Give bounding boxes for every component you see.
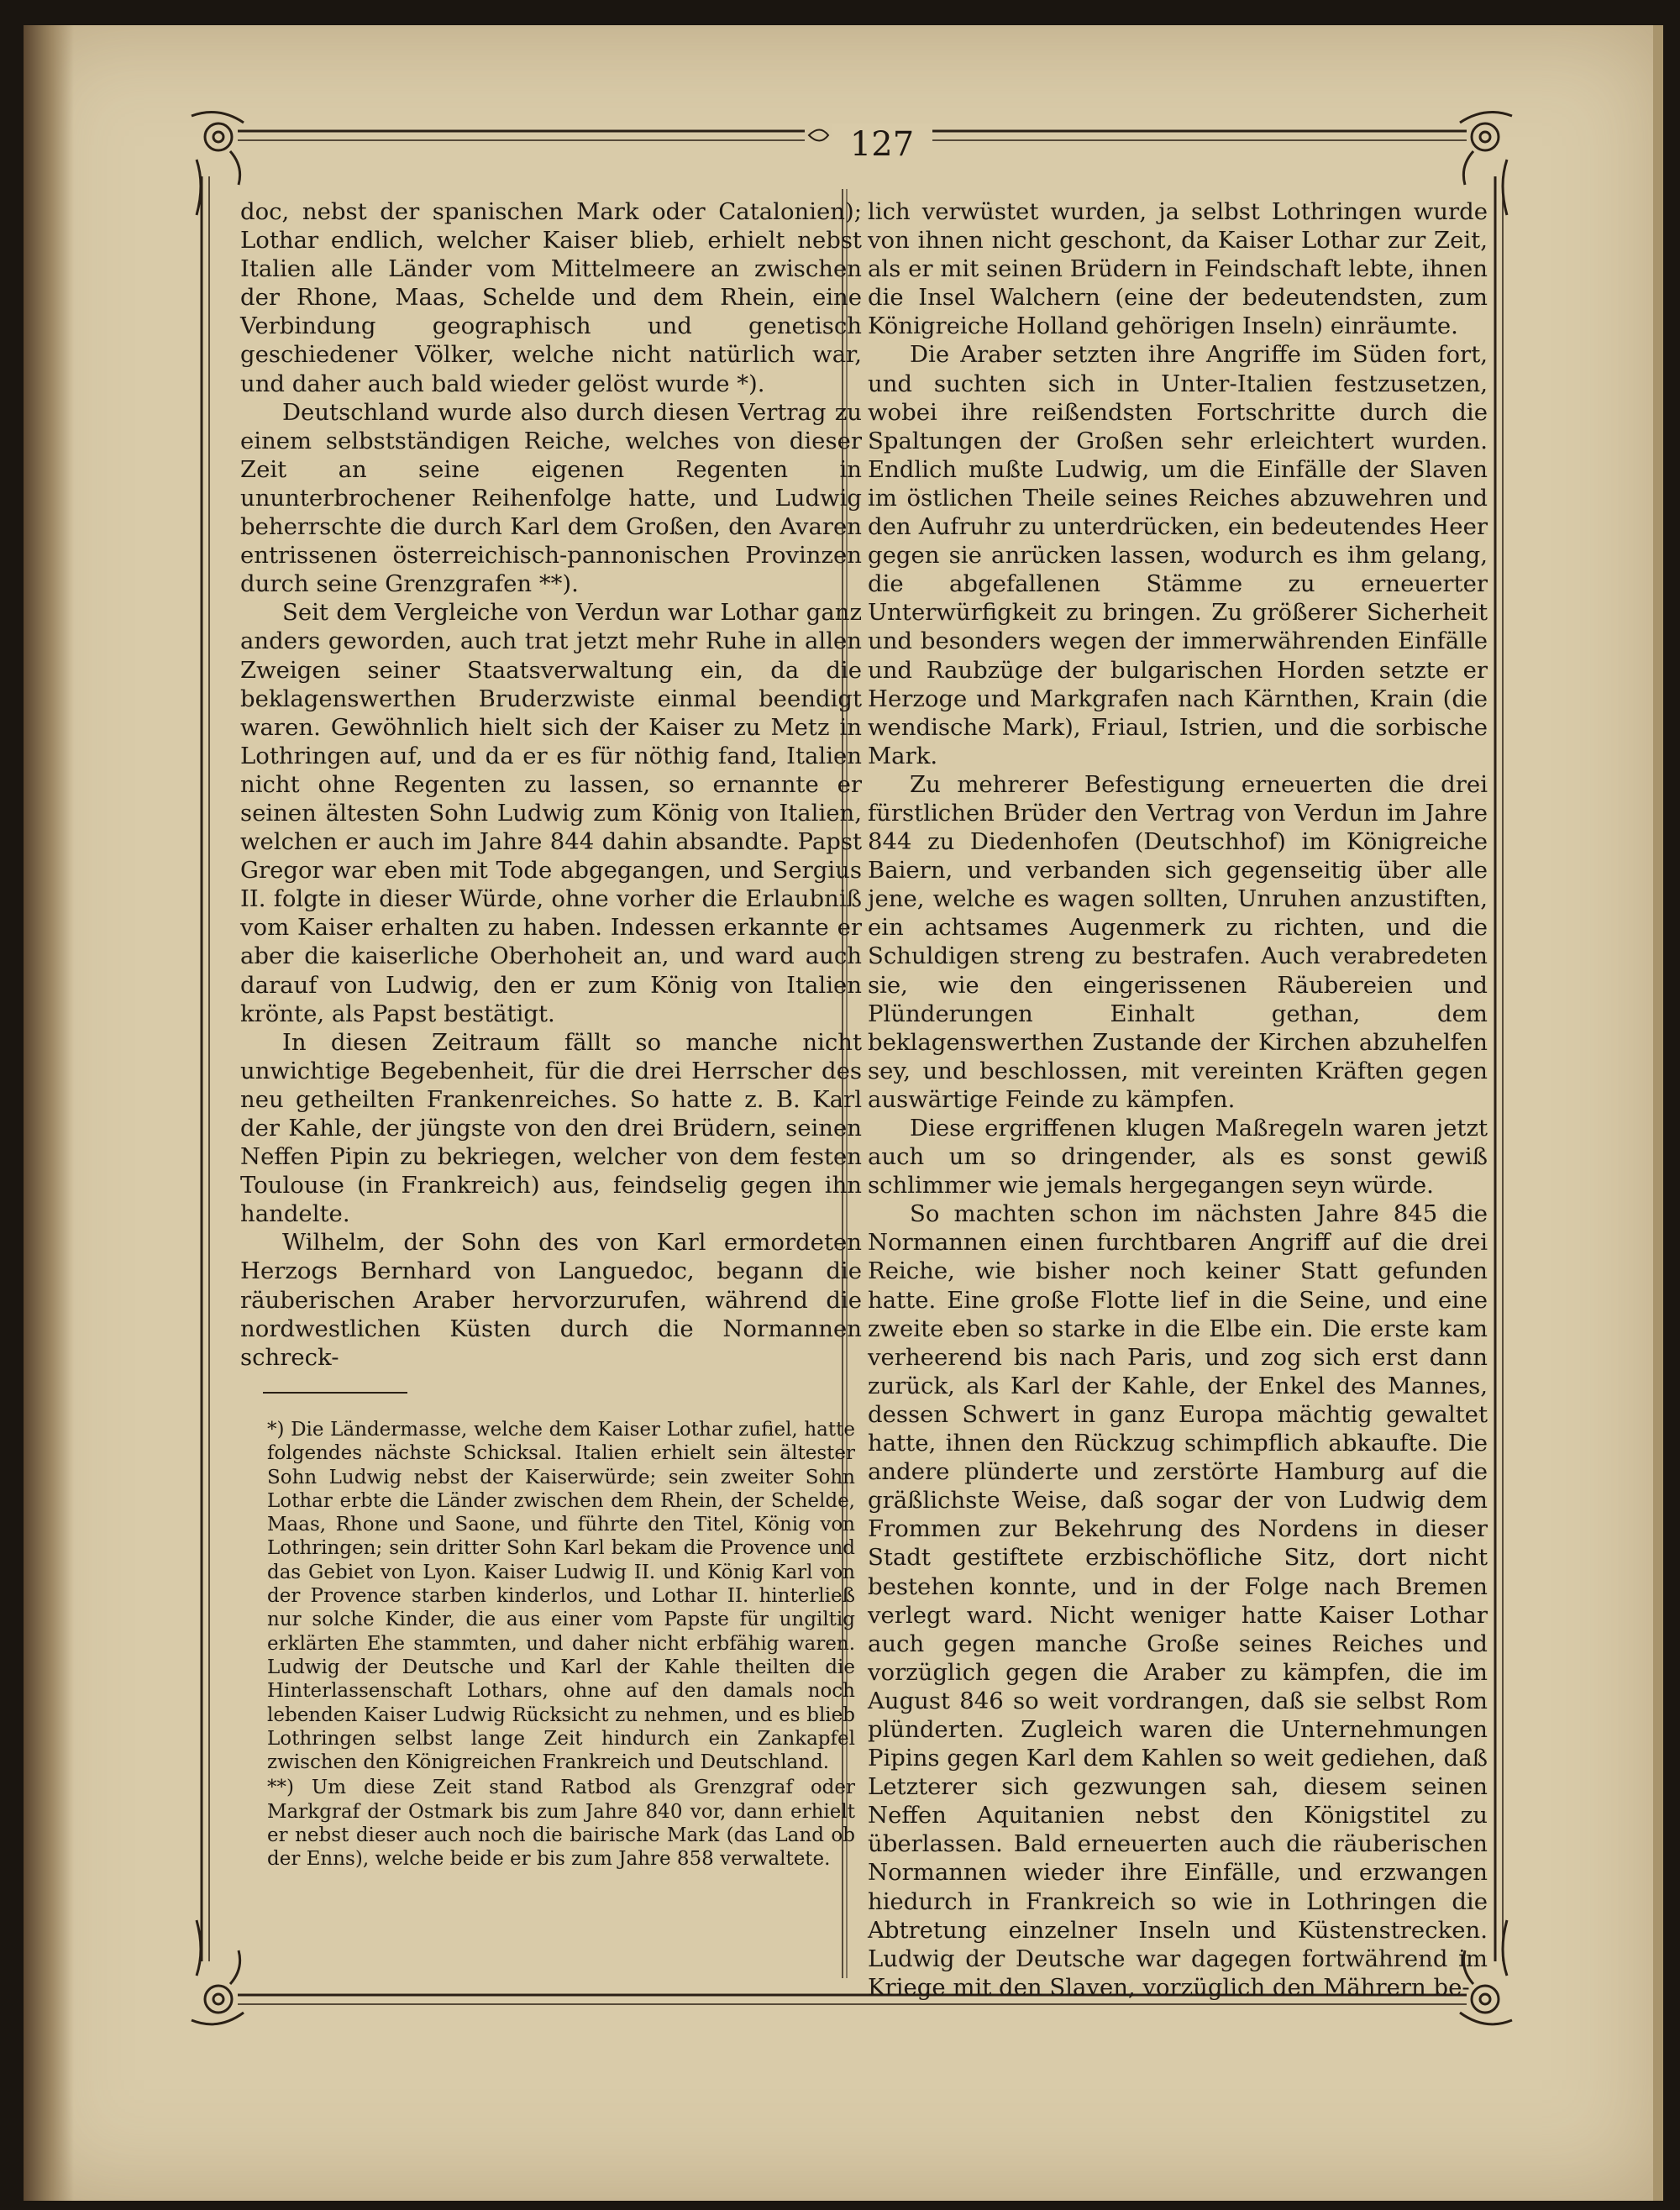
paragraph: Diese ergriffenen klugen Maßregeln waren jetzt auch um so dringender, als es sonst gewiß schlimmer wie jemals hergegangen seyn würde. xyxy=(868,1115,1488,1199)
footnote: *) Die Ländermasse, welche dem Kaiser Lothar zufiel, hatte folgendes nächste Schicksal. Italien erhielt sein ältester Sohn Ludwig nebst der Kaiserwürde; sein zweiter Sohn Lothar erbte die Länder zwischen dem Rhein, der Schelde, Maas, Rhone und Saone, und führte den Titel, König von Lothringen; sein dritter Sohn Karl bekam die Provence und das Gebiet von Lyon. Kaiser Ludwig II. und König Karl von der Provence starben kinderlos, und Lothar II. hinterließ nur solche Kinder, die aus einer vom Papste für ungiltig erklärten Ehe stammten, und daher nicht erbfähig waren. Ludwig der Deutsche und Karl der Kahle theilten die Hinterlassenschaft Lothars, ohne auf den damals noch lebenden Kaiser Ludwig Rücksicht zu nehmen, und es blieb Lothringen selbst lange Zeit hindurch ein Zankapfel zwischen den Königreichen Frankreich und Deutschland. xyxy=(267,1419,855,1774)
paragraph: In diesen Zeitraum fällt so manche nicht unwichtige Begebenheit, für die drei Herrscher des neu getheilten Frankenreiches. So hatte z. B. Karl der Kahle, der jüngste von den drei Brüdern, seinen Neffen Pipin zu bekriegen, welcher von dem festen Toulouse (in Frankreich) aus, feindselig gegen ihn handelte. xyxy=(240,1028,862,1228)
footnote-separator xyxy=(263,1392,407,1394)
footnotes xyxy=(267,1418,855,1873)
page-number: 127 xyxy=(832,124,932,165)
paragraph: doc, nebst der spanischen Mark oder Catalonien); Lothar endlich, welcher Kaiser blieb, erhielt nebst Italien alle Länder vom Mittelmeere an zwischen der Rhone, Maas, Schelde und dem Rhein, eine Verbindung geographisch und genetisch geschiedener Völker, welche nicht natürlich war, und daher auch bald wieder gelöst wurde *). xyxy=(240,198,862,397)
paragraph: Seit dem Vergleiche von Verdun war Lothar ganz anders geworden, auch trat jetzt mehr Ruhe in allen Zweigen seiner Staatsverwaltung ein, da die beklagenswerthen Bruderzwiste einmal beendigt waren. Gewöhnlich hielt sich der Kaiser zu Metz in Lothringen auf, und da er es für nöthig fand, Italien nicht ohne Regenten zu lassen, so ernannte er seinen ältesten Sohn Ludwig zum König von Italien, welchen er auch im Jahre 844 dahin absandte. Papst Gregor war eben mit Tode abgegangen, und Sergius II. folgte in dieser Würde, ohne vorher die Erlaubniß vom Kaiser erhalten zu haben. Indessen erkannte er aber die kaiserliche Oberhoheit an, und ward auch darauf von Ludwig, den er zum König von Italien krönte, als Papst bestätigt. xyxy=(240,599,862,1027)
book-page xyxy=(24,25,1663,2201)
paragraph: Zu mehrerer Befestigung erneuerten die drei fürstlichen Brüder den Vertrag von Verdun im Jahre 844 zu Diedenhofen (Deutschhof) im Königreiche Baiern, und verbanden sich gegenseitig über alle jene, welche es wagen sollten, Unruhen anzustiften, ein achtsames Augenmerk zu richten, und die Schuldigen streng zu bestrafen. Auch verabredeten sie, wie den eingerissenen Räubereien und Plünderungen Einhalt gethan, dem beklagenswerthen Zustande der Kirchen abzuhelfen sey, und beschlossen, mit vereinten Kräften gegen auswärtige Feinde zu kämpfen. xyxy=(868,770,1488,1113)
right-column xyxy=(868,197,1488,2002)
paragraph: lich verwüstet wurden, ja selbst Lothringen wurde von ihnen nicht geschont, da Kaiser Lothar zur Zeit, als er mit seinen Brüdern in Feindschaft lebte, ihnen die Insel Walchern (eine der bedeutendsten, zum Königreiche Holland gehörigen Inseln) einräumte. xyxy=(868,198,1488,340)
paragraph: Wilhelm, der Sohn des von Karl ermordeten Herzogs Bernhard von Languedoc, begann die räuberischen Araber hervorzurufen, während die nordwestlichen Küsten durch die Normannen schreck- xyxy=(240,1229,862,1371)
paragraph: Deutschland wurde also durch diesen Vertrag zu einem selbstständigen Reiche, welches von dieser Zeit an seine eigenen Regenten in ununterbrochener Reihenfolge hatte, und Ludwig beherrschte die durch Karl dem Großen, den Avaren entrissenen österreichisch-pannonischen Provinzen durch seine Grenzgrafen **). xyxy=(240,398,862,598)
paragraph: Die Araber setzten ihre Angriffe im Süden fort, und suchten sich in Unter-Italien festzusetzen, wobei ihre reißendsten Fortschritte durch die Spaltungen der Großen sehr erleichtert wurden. Endlich mußte Ludwig, um die Einfälle der Slaven im östlichen Theile seines Reiches abzuwehren und den Aufruhr zu unterdrücken, ein bedeutendes Heer gegen sie anrücken lassen, wodurch es ihm gelang, die abgefallenen Stämme zu erneuerter Unterwürfigkeit zu bringen. Zu größerer Sicherheit und besonders wegen der immerwährenden Einfälle und Raubzüge der bulgarischen Horden setzte er Herzoge und Markgrafen nach Kärnthen, Krain (die wendische Mark), Friaul, Istrien, und die sorbische Mark. xyxy=(868,341,1488,769)
paragraph: So machten schon im nächsten Jahre 845 die Normannen einen furchtbaren Angriff auf die drei Reiche, wie bisher noch keiner Statt gefunden hatte. Eine große Flotte lief in die Seine, und eine zweite eben so starke in die Elbe ein. Die erste kam verheerend bis nach Paris, und zog sich erst dann zurück, als Karl der Kahle, der Enkel des Mannes, dessen Schwert in ganz Europa mächtig gewaltet hatte, ihnen den Rückzug schimpflich abkaufte. Die andere plünderte und zerstörte Hamburg auf die gräßlichste Weise, daß sogar der von Ludwig dem Frommen zur Bekehrung des Nordens in dieser Stadt gestiftete erzbischöfliche Sitz, dort nicht bestehen konnte, und in der Folge nach Bremen verlegt ward. Nicht weniger hatte Kaiser Lothar auch gegen manche Große seines Reiches und vorzüglich gegen die Araber zu kämpfen, die im August 846 so weit vordrangen, daß sie selbst Rom plünderten. Zugleich waren die Unternehmungen Pipins gegen Karl dem Kahlen so weit gediehen, daß Letzterer sich gezwungen sah, diesem seinen Neffen Aquitanien nebst den Königstitel zu überlassen. Bald erneuerten auch die räuberischen Normannen wieder ihre Einfälle, und erzwangen hiedurch in Frankreich so wie in Lothringen die Abtretung einzelner Inseln und Küstenstrecken. Ludwig der Deutsche war dagegen fortwährend im Kriege mit den Slaven, vorzüglich den Mährern be- xyxy=(868,1200,1488,2001)
footnote: **) Um diese Zeit stand Ratbod als Grenzgraf oder Markgraf der Ostmark bis zum Jahre 840 vor, dann erhielt er nebst dieser auch noch die bairische Mark (das Land ob der Enns), welche beide er bis zum Jahre 858 verwaltete. xyxy=(267,1777,855,1871)
left-column xyxy=(240,197,862,1372)
